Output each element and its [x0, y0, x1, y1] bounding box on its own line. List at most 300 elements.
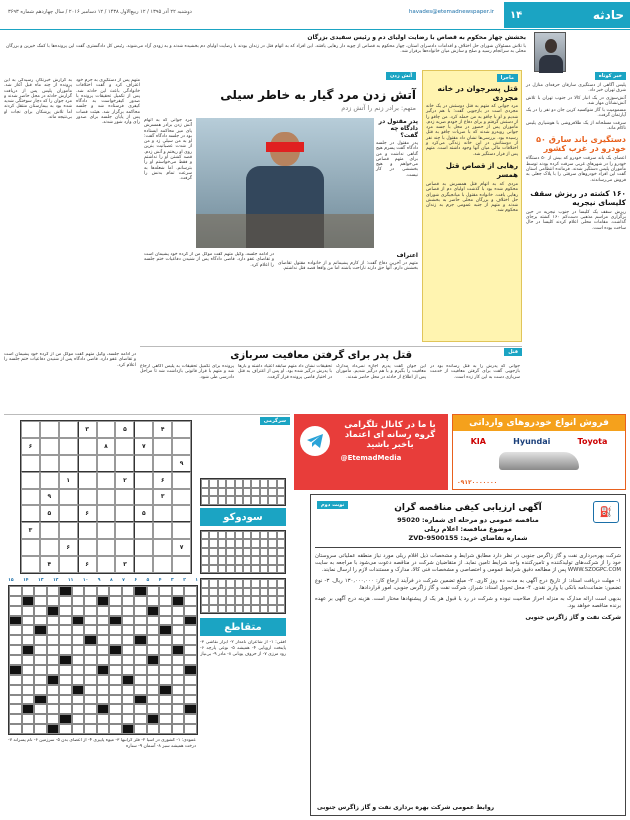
mini-grid-cell[interactable] — [201, 531, 209, 539]
crossword-cell[interactable] — [147, 685, 160, 695]
crossword-cell[interactable] — [84, 625, 97, 635]
crossword-cell[interactable] — [172, 714, 185, 724]
mini-grid-cell[interactable] — [260, 539, 268, 547]
crossword-cell[interactable] — [134, 704, 147, 714]
crossword-cell[interactable] — [97, 655, 110, 665]
crossword-cell[interactable] — [84, 596, 97, 606]
sudoku-cell[interactable] — [40, 421, 59, 438]
crossword-cell[interactable] — [22, 586, 35, 596]
sudoku-cell[interactable] — [21, 489, 40, 506]
crossword-cell[interactable] — [122, 695, 135, 705]
sudoku-cell[interactable]: ۵ — [134, 505, 153, 522]
sudoku-cell[interactable] — [172, 522, 191, 539]
crossword-cell[interactable] — [147, 645, 160, 655]
mini-grid-cell[interactable] — [243, 488, 251, 497]
crossword-cell[interactable] — [172, 586, 185, 596]
crossword-cell[interactable] — [172, 685, 185, 695]
crossword-cell[interactable] — [134, 596, 147, 606]
crossword-cell[interactable] — [122, 714, 135, 724]
crossword-cell[interactable] — [184, 625, 197, 635]
crossword-cell[interactable] — [9, 586, 22, 596]
crossword-cell[interactable] — [122, 625, 135, 635]
mini-grid-cell[interactable] — [201, 479, 209, 488]
sudoku-cell[interactable]: ۲ — [115, 472, 134, 489]
mini-grid-cell[interactable] — [209, 496, 217, 505]
mini-grid-cell[interactable] — [235, 556, 243, 564]
crossword-cell[interactable] — [172, 606, 185, 616]
crossword-cell[interactable] — [22, 606, 35, 616]
crossword-cell[interactable] — [9, 596, 22, 606]
sudoku-cell[interactable] — [153, 522, 172, 539]
crossword-cell[interactable] — [22, 685, 35, 695]
mini-grid-cell[interactable] — [209, 539, 217, 547]
mini-grid-cell[interactable] — [218, 565, 226, 573]
crossword-cell[interactable] — [97, 724, 110, 734]
crossword-cell[interactable] — [122, 635, 135, 645]
mini-grid-cell[interactable] — [235, 496, 243, 505]
sudoku-cell[interactable]: ۴ — [40, 556, 59, 573]
mini-grid-cell[interactable] — [251, 479, 259, 488]
crossword-cell[interactable] — [159, 596, 172, 606]
mini-grid-cell[interactable] — [218, 496, 226, 505]
crossword-cell[interactable] — [59, 606, 72, 616]
crossword-cell[interactable] — [134, 616, 147, 626]
mini-grid-cell[interactable] — [260, 531, 268, 539]
mini-grid-cell[interactable] — [235, 488, 243, 497]
crossword-cell[interactable] — [34, 675, 47, 685]
sudoku-cell[interactable] — [40, 522, 59, 539]
crossword-cell[interactable] — [47, 645, 60, 655]
crossword-cell[interactable] — [122, 616, 135, 626]
crossword-cell[interactable] — [84, 645, 97, 655]
mini-grid-cell[interactable] — [268, 496, 276, 505]
mini-grid-cell[interactable] — [209, 556, 217, 564]
sudoku-cell[interactable]: ۳ — [21, 522, 40, 539]
crossword-cell[interactable] — [34, 665, 47, 675]
crossword-cell[interactable] — [184, 695, 197, 705]
sudoku-cell[interactable]: ۹ — [40, 489, 59, 506]
crossword-cell[interactable] — [172, 704, 185, 714]
sudoku-cell[interactable] — [134, 556, 153, 573]
mini-grid-cell[interactable] — [201, 488, 209, 497]
mini-grid-cell[interactable] — [277, 556, 285, 564]
mini-grid-cell[interactable] — [201, 565, 209, 573]
sudoku-cell[interactable] — [115, 539, 134, 556]
crossword-cell[interactable] — [109, 675, 122, 685]
crossword-cell[interactable] — [34, 714, 47, 724]
crossword-cell[interactable] — [172, 665, 185, 675]
crossword-cell[interactable] — [159, 695, 172, 705]
mini-grid-cell[interactable] — [251, 556, 259, 564]
sudoku-cell[interactable] — [97, 539, 116, 556]
crossword-cell[interactable] — [34, 616, 47, 626]
mini-grid-cell[interactable] — [218, 488, 226, 497]
mini-grid-cell[interactable] — [243, 556, 251, 564]
crossword-cell[interactable] — [84, 685, 97, 695]
mini-grid-cell[interactable] — [251, 531, 259, 539]
crossword-cell[interactable] — [97, 625, 110, 635]
crossword-cell[interactable] — [84, 724, 97, 734]
crossword-cell[interactable] — [72, 586, 85, 596]
mini-grid-cell[interactable] — [218, 548, 226, 556]
crossword-cell[interactable] — [134, 675, 147, 685]
mini-grid-cell[interactable] — [201, 496, 209, 505]
sudoku-cell[interactable]: ۵ — [40, 505, 59, 522]
crossword-cell[interactable] — [59, 695, 72, 705]
mini-grid-cell[interactable] — [209, 548, 217, 556]
sudoku-cell[interactable] — [78, 539, 97, 556]
crossword-cell[interactable] — [147, 675, 160, 685]
crossword-cell[interactable] — [84, 714, 97, 724]
sudoku-cell[interactable]: ۸ — [97, 438, 116, 455]
mini-grid-cell[interactable] — [277, 496, 285, 505]
sudoku-cell[interactable]: ۶ — [21, 438, 40, 455]
crossword-cell[interactable] — [72, 625, 85, 635]
sudoku-cell[interactable] — [97, 455, 116, 472]
crossword-cell[interactable] — [22, 695, 35, 705]
mini-grid-cell[interactable] — [277, 539, 285, 547]
sudoku-cell[interactable] — [21, 421, 40, 438]
crossword-cell[interactable] — [22, 655, 35, 665]
mini-grid-cell[interactable] — [251, 565, 259, 573]
sudoku-cell[interactable] — [40, 455, 59, 472]
sudoku-cell[interactable] — [78, 489, 97, 506]
sudoku-cell[interactable] — [97, 556, 116, 573]
crossword-cell[interactable] — [59, 704, 72, 714]
crossword-cell[interactable] — [109, 625, 122, 635]
crossword-cell[interactable] — [59, 616, 72, 626]
crossword-cell[interactable] — [84, 704, 97, 714]
crossword-cell[interactable] — [122, 665, 135, 675]
crossword-cell[interactable] — [134, 645, 147, 655]
mini-grid-cell[interactable] — [201, 539, 209, 547]
crossword-cell[interactable] — [159, 665, 172, 675]
crossword-cell[interactable] — [97, 586, 110, 596]
crossword-cell[interactable] — [147, 635, 160, 645]
sudoku-cell[interactable] — [21, 455, 40, 472]
crossword-cell[interactable] — [72, 655, 85, 665]
crossword-cell[interactable] — [122, 596, 135, 606]
crossword-cell[interactable] — [109, 586, 122, 596]
crossword-cell[interactable] — [122, 685, 135, 695]
crossword-cell[interactable] — [134, 665, 147, 675]
sudoku-cell[interactable] — [78, 472, 97, 489]
crossword-cell[interactable] — [72, 635, 85, 645]
sudoku-cell[interactable]: ۶ — [59, 539, 78, 556]
mini-grid-cell[interactable] — [251, 548, 259, 556]
crossword-cell[interactable] — [59, 635, 72, 645]
crossword-cell[interactable] — [47, 704, 60, 714]
sudoku-cell[interactable] — [97, 489, 116, 506]
mini-grid-cell[interactable] — [201, 548, 209, 556]
sudoku-cell[interactable] — [172, 421, 191, 438]
crossword-cell[interactable] — [109, 695, 122, 705]
mini-grid-cell[interactable] — [209, 531, 217, 539]
sudoku-cell[interactable]: ۳ — [78, 421, 97, 438]
mini-grid-cell[interactable] — [243, 548, 251, 556]
crossword-cell[interactable] — [184, 675, 197, 685]
crossword-cell[interactable] — [47, 625, 60, 635]
crossword-cell[interactable] — [84, 586, 97, 596]
sudoku-cell[interactable] — [134, 455, 153, 472]
crossword-cell[interactable] — [109, 635, 122, 645]
crossword-cell[interactable] — [109, 665, 122, 675]
sudoku-cell[interactable] — [97, 472, 116, 489]
crossword-cell[interactable] — [72, 665, 85, 675]
crossword-cell[interactable] — [172, 635, 185, 645]
crossword-cell[interactable] — [159, 606, 172, 616]
crossword-cell[interactable] — [34, 645, 47, 655]
crossword-cell[interactable] — [72, 704, 85, 714]
mini-grid-cell[interactable] — [260, 496, 268, 505]
crossword-cell[interactable] — [34, 685, 47, 695]
crossword-cell[interactable] — [109, 655, 122, 665]
crossword-cell[interactable] — [72, 724, 85, 734]
sudoku-cell[interactable]: ۷ — [134, 438, 153, 455]
crossword-cell[interactable] — [72, 596, 85, 606]
crossword-cell[interactable] — [97, 616, 110, 626]
crossword-cell[interactable] — [22, 714, 35, 724]
sudoku-cell[interactable] — [21, 472, 40, 489]
sudoku-cell[interactable]: ۹ — [172, 455, 191, 472]
crossword-cell[interactable] — [122, 586, 135, 596]
crossword-cell[interactable] — [84, 665, 97, 675]
crossword-cell[interactable] — [134, 685, 147, 695]
mini-grid-cell[interactable] — [226, 531, 234, 539]
crossword-cell[interactable] — [109, 704, 122, 714]
telegram-ad[interactable] — [294, 414, 448, 490]
crossword-cell[interactable] — [47, 695, 60, 705]
crossword-cell[interactable] — [97, 645, 110, 655]
crossword-cell[interactable] — [122, 606, 135, 616]
sudoku-cell[interactable]: ۴ — [153, 421, 172, 438]
sudoku-cell[interactable]: ۳ — [153, 489, 172, 506]
sudoku-grid[interactable] — [20, 420, 192, 574]
crossword-cell[interactable] — [147, 616, 160, 626]
mini-grid-cell[interactable] — [226, 565, 234, 573]
crossword-cell[interactable] — [47, 685, 60, 695]
sudoku-cell[interactable] — [97, 421, 116, 438]
mini-grid-cell[interactable] — [260, 488, 268, 497]
crossword-cell[interactable] — [9, 625, 22, 635]
crossword-cell[interactable] — [109, 596, 122, 606]
crossword-cell[interactable] — [184, 586, 197, 596]
crossword-cell[interactable] — [147, 625, 160, 635]
crossword-cell[interactable] — [34, 606, 47, 616]
crossword-cell[interactable] — [84, 606, 97, 616]
crossword-cell[interactable] — [184, 655, 197, 665]
crossword-cell[interactable] — [159, 675, 172, 685]
mini-grid-cell[interactable] — [243, 531, 251, 539]
crossword-cell[interactable] — [134, 724, 147, 734]
crossword-cell[interactable] — [184, 724, 197, 734]
crossword-cell[interactable] — [159, 635, 172, 645]
sudoku-cell[interactable] — [172, 438, 191, 455]
sudoku-cell[interactable] — [134, 539, 153, 556]
mini-grid-cell[interactable] — [260, 556, 268, 564]
crossword-cell[interactable] — [59, 685, 72, 695]
sudoku-cell[interactable] — [172, 556, 191, 573]
mini-grid-cell[interactable] — [243, 496, 251, 505]
mini-grid-cell[interactable] — [277, 548, 285, 556]
crossword-cell[interactable] — [172, 675, 185, 685]
sudoku-cell[interactable] — [172, 505, 191, 522]
crossword-cell[interactable] — [184, 714, 197, 724]
mini-grid-cell[interactable] — [277, 531, 285, 539]
sudoku-cell[interactable] — [59, 522, 78, 539]
crossword-cell[interactable] — [59, 625, 72, 635]
sudoku-cell[interactable] — [59, 455, 78, 472]
mini-grid-cell[interactable] — [277, 479, 285, 488]
crossword-cell[interactable] — [22, 616, 35, 626]
mini-grid-cell[interactable] — [226, 496, 234, 505]
sudoku-cell[interactable] — [40, 438, 59, 455]
car-ad[interactable] — [452, 414, 626, 490]
crossword-cell[interactable] — [84, 675, 97, 685]
mini-grid-cell[interactable] — [243, 539, 251, 547]
crossword-cell[interactable] — [109, 685, 122, 695]
crossword-cell[interactable] — [147, 596, 160, 606]
crossword-cell[interactable] — [122, 655, 135, 665]
crossword-cell[interactable] — [97, 685, 110, 695]
crossword-cell[interactable] — [159, 586, 172, 596]
crossword-cell[interactable] — [22, 625, 35, 635]
sudoku-cell[interactable] — [115, 522, 134, 539]
sudoku-cell[interactable] — [21, 556, 40, 573]
crossword-cell[interactable] — [9, 645, 22, 655]
mini-grid-cell[interactable] — [268, 479, 276, 488]
sudoku-cell[interactable] — [134, 489, 153, 506]
crossword-cell[interactable] — [109, 724, 122, 734]
crossword-cell[interactable] — [9, 685, 22, 695]
mini-grid-cell[interactable] — [235, 539, 243, 547]
sudoku-cell[interactable] — [115, 455, 134, 472]
sudoku-cell[interactable] — [97, 505, 116, 522]
sudoku-cell[interactable]: ۶ — [153, 472, 172, 489]
crossword-cell[interactable] — [172, 625, 185, 635]
mini-grid-cell[interactable] — [226, 488, 234, 497]
sudoku-cell[interactable] — [78, 522, 97, 539]
sudoku-cell[interactable] — [59, 438, 78, 455]
sudoku-cell[interactable] — [21, 539, 40, 556]
mini-grid-cell[interactable] — [243, 565, 251, 573]
crossword-cell[interactable] — [34, 596, 47, 606]
sudoku-cell[interactable]: ۶ — [78, 556, 97, 573]
sudoku-cell[interactable] — [59, 556, 78, 573]
mini-grid-cell[interactable] — [226, 539, 234, 547]
sudoku-cell[interactable] — [40, 472, 59, 489]
mini-grid-cell[interactable] — [251, 539, 259, 547]
crossword-cell[interactable] — [159, 645, 172, 655]
mini-grid-cell[interactable] — [251, 496, 259, 505]
crossword-cell[interactable] — [147, 704, 160, 714]
mini-grid-cell[interactable] — [268, 548, 276, 556]
mini-grid-cell[interactable] — [268, 531, 276, 539]
crossword-cell[interactable] — [9, 635, 22, 645]
sudoku-cell[interactable] — [115, 489, 134, 506]
crossword-cell[interactable] — [9, 714, 22, 724]
mini-grid-cell[interactable] — [277, 488, 285, 497]
crossword-cell[interactable] — [59, 596, 72, 606]
mini-grid-cell[interactable] — [209, 565, 217, 573]
crossword-cell[interactable] — [159, 655, 172, 665]
crossword-cell[interactable] — [47, 714, 60, 724]
sudoku-cell[interactable] — [59, 489, 78, 506]
crossword-cell[interactable] — [97, 675, 110, 685]
sudoku-cell[interactable] — [153, 556, 172, 573]
crossword-cell[interactable] — [47, 665, 60, 675]
sudoku-cell[interactable]: ۷ — [172, 539, 191, 556]
crossword-cell[interactable] — [59, 645, 72, 655]
crossword-cell[interactable] — [184, 596, 197, 606]
mini-grid-cell[interactable] — [209, 488, 217, 497]
sudoku-cell[interactable] — [40, 539, 59, 556]
mini-grid-cell[interactable] — [218, 539, 226, 547]
crossword-cell[interactable] — [22, 675, 35, 685]
mini-grid-cell[interactable] — [268, 539, 276, 547]
crossword-cell[interactable] — [134, 714, 147, 724]
sudoku-cell[interactable] — [115, 505, 134, 522]
sudoku-cell[interactable] — [153, 438, 172, 455]
mini-grid-cell[interactable] — [235, 479, 243, 488]
crossword-cell[interactable] — [34, 586, 47, 596]
crossword-cell[interactable] — [47, 596, 60, 606]
crossword-cell[interactable] — [47, 655, 60, 665]
crossword-cell[interactable] — [122, 704, 135, 714]
crossword-cell[interactable] — [34, 655, 47, 665]
crossword-cell[interactable] — [97, 695, 110, 705]
crossword-cell[interactable] — [172, 695, 185, 705]
sudoku-cell[interactable]: ۱ — [59, 472, 78, 489]
crossword-cell[interactable] — [9, 704, 22, 714]
crossword-cell[interactable] — [9, 724, 22, 734]
crossword-cell[interactable] — [72, 645, 85, 655]
crossword-cell[interactable] — [22, 635, 35, 645]
sudoku-cell[interactable] — [59, 505, 78, 522]
sudoku-cell[interactable]: ۶ — [78, 505, 97, 522]
mini-grid-cell[interactable] — [235, 565, 243, 573]
crossword-cell[interactable] — [9, 606, 22, 616]
mini-grid-cell[interactable] — [226, 479, 234, 488]
sudoku-cell[interactable] — [97, 522, 116, 539]
crossword-cell[interactable] — [22, 665, 35, 675]
mini-grid-cell[interactable] — [218, 479, 226, 488]
crossword-cell[interactable] — [172, 616, 185, 626]
crossword-cell[interactable] — [184, 645, 197, 655]
crossword-cell[interactable] — [72, 695, 85, 705]
sudoku-cell[interactable] — [153, 539, 172, 556]
sudoku-cell[interactable] — [172, 472, 191, 489]
sudoku-cell[interactable]: ۵ — [115, 421, 134, 438]
sudoku-cell[interactable] — [78, 455, 97, 472]
crossword-cell[interactable] — [84, 655, 97, 665]
mini-grid-cell[interactable] — [235, 548, 243, 556]
sudoku-cell[interactable] — [59, 421, 78, 438]
mini-grid-cell[interactable] — [268, 556, 276, 564]
crossword-cell[interactable] — [159, 616, 172, 626]
sudoku-cell[interactable] — [78, 438, 97, 455]
crossword-cell[interactable] — [84, 695, 97, 705]
crossword-cell[interactable] — [47, 586, 60, 596]
crossword-cell[interactable] — [72, 675, 85, 685]
crossword-cell[interactable] — [172, 655, 185, 665]
crossword-cell[interactable] — [122, 645, 135, 655]
mini-grid-cell[interactable] — [218, 531, 226, 539]
crossword-cell[interactable] — [97, 606, 110, 616]
sudoku-cell[interactable]: ۳ — [115, 556, 134, 573]
mini-grid[interactable] — [200, 478, 286, 506]
crossword-cell[interactable] — [184, 606, 197, 616]
